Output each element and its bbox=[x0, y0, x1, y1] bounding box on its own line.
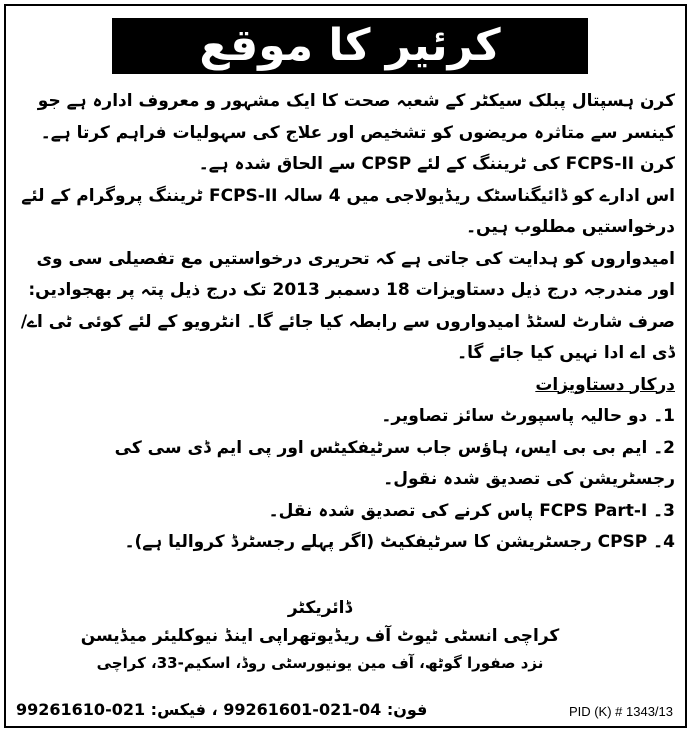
documents-list bbox=[18, 401, 675, 559]
intro-paragraph: کرن ہسپتال پبلک سیکٹر کے شعبہ صحت کا ایک مشہور و معروف ادارہ ہے جو کینسر سے متاثرہ مریضوں کو تشخیص اور علاج کی سہولیات فراہم کرتا ہے۔ کرن FCPS-II کی ٹریننگ کے لئے CPSP سے الحاق شدہ ہے۔ bbox=[37, 91, 675, 174]
document-item: 4۔ CPSP رجسٹریشن کا سرٹیفکیٹ (اگر پہلے رجسٹرڈ کروالیا ہے)۔ bbox=[124, 532, 675, 552]
organization-name: کراچی انسٹی ٹیوٹ آف ریڈیوتھراپی اینڈ نیوکلیئر میڈیسن bbox=[80, 626, 560, 646]
signature-block bbox=[60, 594, 580, 676]
document-item: 2۔ ایم بی بی ایس، ہاؤس جاب سرٹیفکیٹس اور پی ایم ڈی سی کی رجسٹریشن کی تصدیق شدہ نقول۔ bbox=[114, 437, 675, 489]
documents-heading: درکار دستاویزات bbox=[535, 374, 675, 395]
instructions-paragraph: امیدواروں کو ہدایت کی جاتی ہے کہ تحریری درخواستیں مع تفصیلی سی وی اور مندرجہ درج ذیل دستاویزات 18 دسمبر 2013 تک درج ذیل پتہ پر بھجوادیں: bbox=[28, 248, 675, 300]
contact-numbers: فون: 04-021-99261601 ، فیکس: 021-99261610 bbox=[16, 700, 428, 719]
shortlist-paragraph: صرف شارٹ لسٹڈ امیدواروں سے رابطہ کیا جائے گا۔ انٹرویو کے لئے کوئی ٹی اے/ڈی اے ادا نہیں کیا جائے گا۔ bbox=[20, 311, 675, 363]
document-item: 1۔ دو حالیہ پاسپورٹ سائز تصاویر۔ bbox=[381, 406, 675, 426]
signatory-title: ڈائریکٹر bbox=[287, 598, 353, 618]
ad-title: کرئیر کا موقع bbox=[199, 20, 501, 71]
ad-title-banner bbox=[112, 18, 588, 74]
ad-body bbox=[18, 86, 675, 559]
organization-address: نزد صفورا گوٹھ، آف مین یونیورسٹی روڈ، اسکیم-33، کراچی bbox=[96, 654, 544, 672]
pid-number: PID (K) # 1343/13 bbox=[568, 704, 673, 719]
document-item: 3۔ FCPS Part-I پاس کرنے کی تصدیق شدہ نقل۔ bbox=[268, 500, 675, 521]
program-paragraph: اس ادارے کو ڈائیگناسٹک ریڈیولاجی میں 4 سالہ FCPS-II ٹریننگ پروگرام کے لئے درخواستیں مطلوب ہیں۔ bbox=[21, 185, 675, 237]
